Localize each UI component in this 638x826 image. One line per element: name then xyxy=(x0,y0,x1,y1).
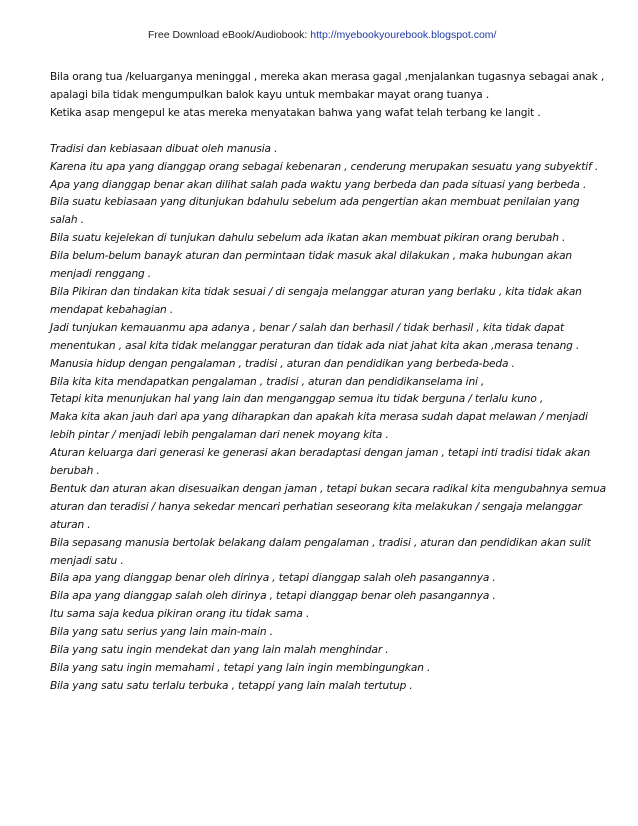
body-paragraph: Jadi tunjukan kemauanmu apa adanya , benar / salah dan berhasil / tidak berhasil , kita tidak dapat menentukan , asal kita tidak melanggar peraturan dan tidak ada niat jahat kita akan ,merasa tenang . xyxy=(50,321,580,352)
body-paragraph: Bila suatu kebiasaan yang ditunjukan bdahulu sebelum ada pengertian akan membuat penilaian yang salah . xyxy=(50,196,580,227)
body-paragraph: Tetapi kita menunjukan hal yang lain dan menganggap semua itu tidak berguna / terlalu kuno , xyxy=(50,393,544,406)
body-paragraph: Bila yang satu ingin mendekat dan yang lain malah menghindar . xyxy=(50,644,389,657)
intro-section xyxy=(50,69,610,123)
body-paragraph: Bila yang satu ingin memahami , tetapi yang lain ingin membingungkan . xyxy=(50,662,431,674)
body-paragraph: Bila Pikiran dan tindakan kita tidak sesuai / di sengaja melanggar aturan yang berlaku , kita tidak akan mendapat kebahagian . xyxy=(50,285,582,316)
intro-paragraph: Ketika asap mengepul ke atas mereka menyatakan bahwa yang wafat telah terbang ke langit . xyxy=(50,106,541,119)
body-paragraph: Bila suatu kejelekan di tunjukan dahulu sebelum ada ikatan akan membuat pikiran orang berubah . xyxy=(50,232,566,245)
body-paragraph: Bila belum-belum banayk aturan dan permintaan tidak masuk akal dilakukan , maka hubungan akan menjadi renggang . xyxy=(50,250,572,281)
header-url-link[interactable]: http://myebookyourebook.blogspot.com/ xyxy=(310,29,497,41)
section-spacer xyxy=(50,123,610,141)
header-prefix: Free Download eBook/Audiobook: xyxy=(148,29,311,41)
body-paragraph: Manusia hidup dengan pengalaman , tradisi , aturan dan pendidikan yang berbeda-beda . xyxy=(50,357,515,370)
body-paragraph: Aturan keluarga dari generasi ke generasi akan beradaptasi dengan jaman , tetapi inti tradisi tidak akan berubah . xyxy=(50,447,591,478)
page-header xyxy=(148,29,496,41)
intro-paragraph: Bila orang tua /keluarganya meninggal , mereka akan merasa gagal ,menjalankan tugasnya sebagai anak , apalagi bila tidak mengumpulkan balok kayu untuk membakar mayat orang tuanya . xyxy=(50,71,605,101)
body-paragraph: Itu sama saja kedua pikiran orang itu tidak sama . xyxy=(50,608,310,621)
body-paragraph: Apa yang dianggap benar akan dilihat salah pada waktu yang berbeda dan pada situasi yang berbeda . xyxy=(50,178,587,191)
body-paragraph: Bila apa yang dianggap salah oleh dirinya , tetapi dianggap benar oleh pasangannya . xyxy=(50,590,496,603)
body-paragraph: Bila kita kita mendapatkan pengalaman , tradisi , aturan dan pendidikanselama ini , xyxy=(50,375,485,388)
body-paragraph: Bila yang satu serius yang lain main-main . xyxy=(50,626,273,639)
body-paragraph: Bentuk dan aturan akan disesuaikan dengan jaman , tetapi bukan secara radikal kita mengubahnya semua aturan dan teradisi / hanya sekedar mencari perhatian seseorang kita melakukan / sengaja melanggar aturan . xyxy=(50,482,606,531)
document-body xyxy=(50,69,610,696)
body-paragraph: Maka kita akan jauh dari apa yang diharapkan dan apakah kita merasa sudah dapat melawan / menjadi lebih pintar / menjadi lebih pengalaman dari nenek moyang kita . xyxy=(50,411,588,442)
body-paragraph: Bila sepasang manusia bertolak belakang dalam pengalaman , tradisi , aturan dan pendidikan akan sulit menjadi satu . xyxy=(50,536,591,567)
body-paragraph: Bila apa yang dianggap benar oleh dirinya , tetapi dianggap salah oleh pasangannya . xyxy=(50,572,496,585)
body-paragraph: Karena itu apa yang dianggap orang sebagai kebenaran , cenderung merupakan sesuatu yang subyektif . xyxy=(50,160,599,173)
body-paragraph: Bila yang satu satu terlalu terbuka , tetappi yang lain malah tertutup . xyxy=(50,679,413,692)
body-paragraph: Tradisi dan kebiasaan dibuat oleh manusia . xyxy=(50,142,278,155)
main-section xyxy=(50,141,610,696)
